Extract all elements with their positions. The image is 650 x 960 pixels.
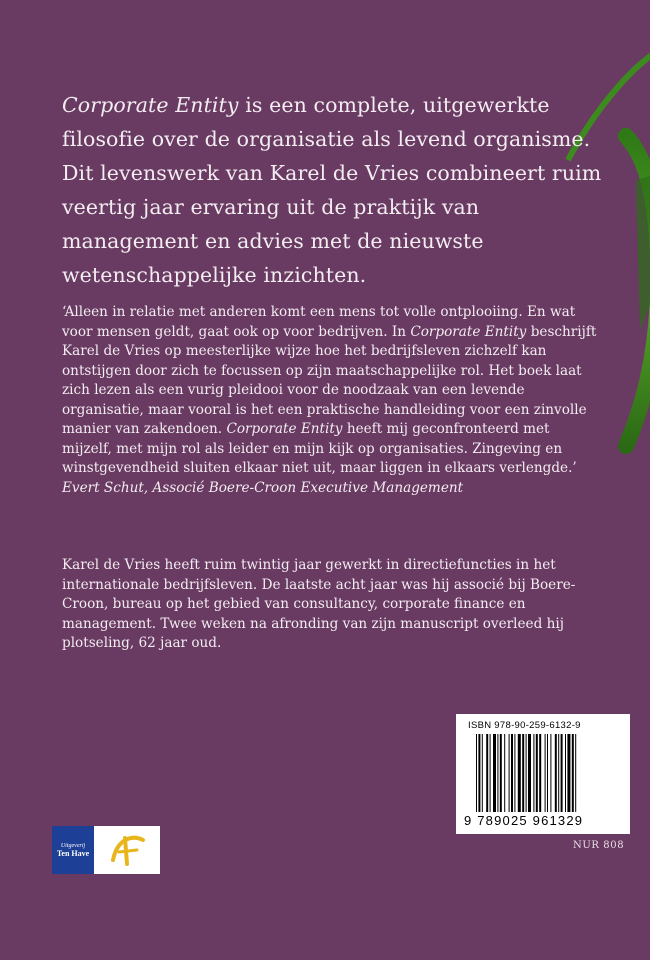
barcode-bar [518,734,521,812]
barcode-bar [536,734,538,812]
author-bio: Karel de Vries heeft ruim twintig jaar gewerkt in directiefuncties in het internationale bedrijfsleven. De laatste acht jaar was hij associé bij Boerе-Croon, bureau op het gebied van consultancy, corporate finance en management. Twee weken na afronding van zijn manuscript overleed hij plotseling, 62 jaar oud. [62,557,576,651]
intro-title: Corporate Entity [62,93,239,117]
quote-part1: ‘Alleen in relatie met anderen komt een mens tot volle ontplooiing. En wat voor mensen geldt, gaat ook op voor bedrijven. In [62,304,576,340]
barcode-bar [545,734,546,812]
quote-italic1: Corporate Entity [410,323,527,340]
barcode-bar [497,734,498,812]
barcode-bar [558,734,559,812]
barcode-bar [547,734,548,812]
quote-italic2: Corporate Entity [226,421,343,437]
barcode-bar [526,734,527,812]
endorsement-quote [62,303,602,498]
barcode-bars [476,734,614,812]
barcode-bar [493,734,496,812]
publisher-line1: Uitgeverij [60,842,86,849]
quote-part2: beschrijft Karel de Vries op meesterlijke wijze hoe het bedrijfsleven zichzelf kan ontstijgen door zich te focussen op zijn maatschappelijke rol. Het boek laat zich lezen als een vurig pleidooi voor de noodzaak van een levende organisatie, maar vooral is het een praktische handleiding voor een zinvolle manier van zakendoen. [62,323,597,437]
barcode-bar [575,734,576,812]
barcode-bar [528,734,531,812]
quote-attribution: Evert Schut, Associé Boerе-Croon Executive Management [62,479,464,496]
barcode-bar [478,734,480,812]
barcode-bar [511,734,513,812]
barcode-bar [486,734,488,812]
barcode-bar [567,734,570,812]
publisher-line2: Ten Have [56,848,90,858]
barcode-bar [539,734,541,812]
barcode-bar [500,734,502,812]
barcode-bar [522,734,524,812]
barcode-bar [490,734,491,812]
nur-code: NUR 808 [573,840,625,851]
barcode-bar [514,734,515,812]
barcode-bar [533,734,534,812]
publisher-emblem [94,826,160,874]
quote-part3: heeft mij geconfronteerd met mijzelf, met mijn rol als leider en mijn kijk op organisaties. Zingeving en winstgevendheid sluiten elkaar niet uit, maar liggen in elkaars verlengde.’ [62,421,577,476]
publisher-logo [52,826,160,874]
publisher-name-block [52,826,94,874]
barcode-bar [509,734,510,812]
intro-text: is een complete, uitgewerkte filosofie over de organisatie als levend organisme. Dit levenswerk van Karel de Vries combineert ruim veertig jaar ervaring uit de praktijk van management en advies met de nieuwste wetenschappelijke inzichten. [62,93,602,287]
barcode-bar [504,734,505,812]
barcode-bar [565,734,566,812]
barcode-bar [561,734,563,812]
publisher-emblem-icon [105,830,149,870]
barcode-bar [572,734,574,812]
intro-paragraph [62,88,622,292]
barcode-bar [482,734,483,812]
isbn-barcode [456,714,630,834]
isbn-text: ISBN 978-90-259-6132-9 [468,720,581,731]
barcode-digits: 9 789025 961329 [464,813,584,828]
barcode-bar [550,734,551,812]
barcode-bar [476,734,477,812]
barcode-bar [555,734,557,812]
